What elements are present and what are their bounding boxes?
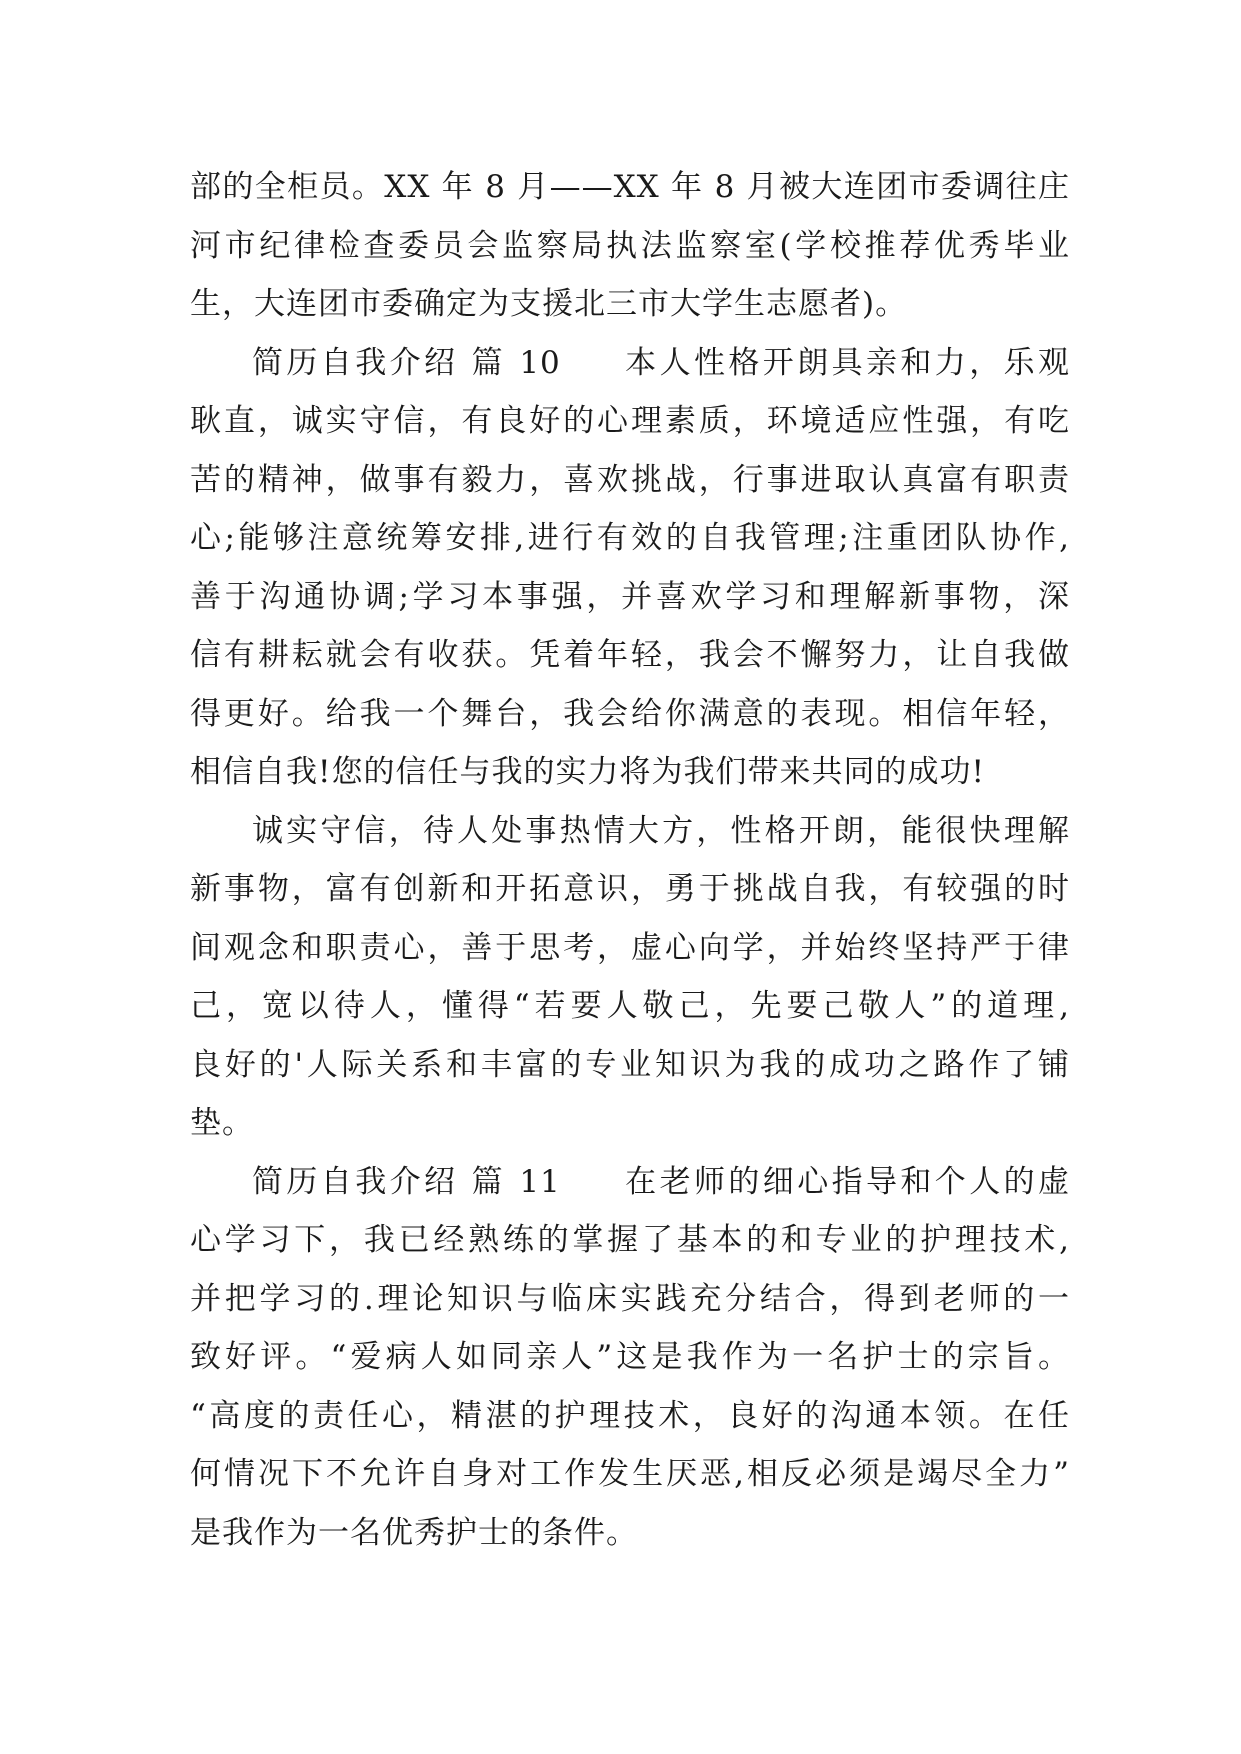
text-segment: 在老师的细心指导和个人的虚: [622, 1163, 1071, 1200]
text-line: 善于沟通协调;学习本事强，并喜欢学习和理解新事物，深: [190, 578, 1070, 615]
section-heading: 简历自我介绍 篇 11: [252, 1163, 561, 1200]
text-line: 己，宽以待人，懂得“若要人敬己，先要己敬人”的道理,: [190, 988, 1070, 1024]
text-line: 河市纪律检查委员会监察局执法监察室(学校推荐优秀毕业: [190, 227, 1070, 264]
text-line: 垫。: [190, 1105, 254, 1141]
text-line: 部的全柜员。XX 年 8 月——XX 年 8 月被大连团市委调往庄: [190, 169, 1070, 205]
document-body: [190, 158, 1070, 1562]
text-line: 诚实守信，待人处事热情大方，性格开朗，能很快理解: [252, 812, 1070, 849]
section-heading: 简历自我介绍 篇 10: [252, 344, 561, 381]
text-line: 苦的精神，做事有毅力，喜欢挑战，行事进取认真富有职责: [190, 461, 1070, 498]
text-line: 并把学习的.理论知识与临床实践充分结合，得到老师的一: [190, 1280, 1070, 1317]
section-heading-line: [190, 1153, 1070, 1212]
text-line: 相信自我!您的信任与我的实力将为我们带来共同的成功!: [190, 754, 985, 790]
text-line: 良好的'人际关系和丰富的专业知识为我的成功之路作了铺: [190, 1046, 1070, 1083]
text-segment: 本人性格开朗具亲和力，乐观: [622, 344, 1071, 381]
text-line: 生，大连团市委确定为支援北三市大学生志愿者)。: [190, 286, 908, 322]
text-line: 心学习下，我已经熟练的掌握了基本的和专业的护理技术,: [190, 1222, 1070, 1258]
text-line: 间观念和职责心，善于思考，虚心向学，并始终坚持严于律: [190, 929, 1070, 966]
text-line: 得更好。给我一个舞台，我会给你满意的表现。相信年轻，: [190, 695, 1070, 732]
text-line: 是我作为一名优秀护士的条件。: [190, 1514, 638, 1551]
section-heading-line: [190, 334, 1070, 393]
text-line: 致好评。“爱病人如同亲人”这是我作为一名护士的宗旨。: [190, 1339, 1070, 1375]
text-line: 耿直，诚实守信，有良好的心理素质，环境适应性强，有吃: [190, 403, 1070, 439]
text-line: 心;能够注意统筹安排,进行有效的自我管理;注重团队协作,: [190, 520, 1070, 556]
text-line: 新事物，富有创新和开拓意识，勇于挑战自我，有较强的时: [190, 871, 1070, 907]
text-line: 何情况下不允许自身对工作发生厌恶,相反必须是竭尽全力”: [190, 1456, 1070, 1492]
text-line: “高度的责任心，精湛的护理技术，良好的沟通本领。在任: [190, 1397, 1070, 1434]
text-line: 信有耕耘就会有收获。凭着年轻，我会不懈努力，让自我做: [190, 637, 1070, 673]
